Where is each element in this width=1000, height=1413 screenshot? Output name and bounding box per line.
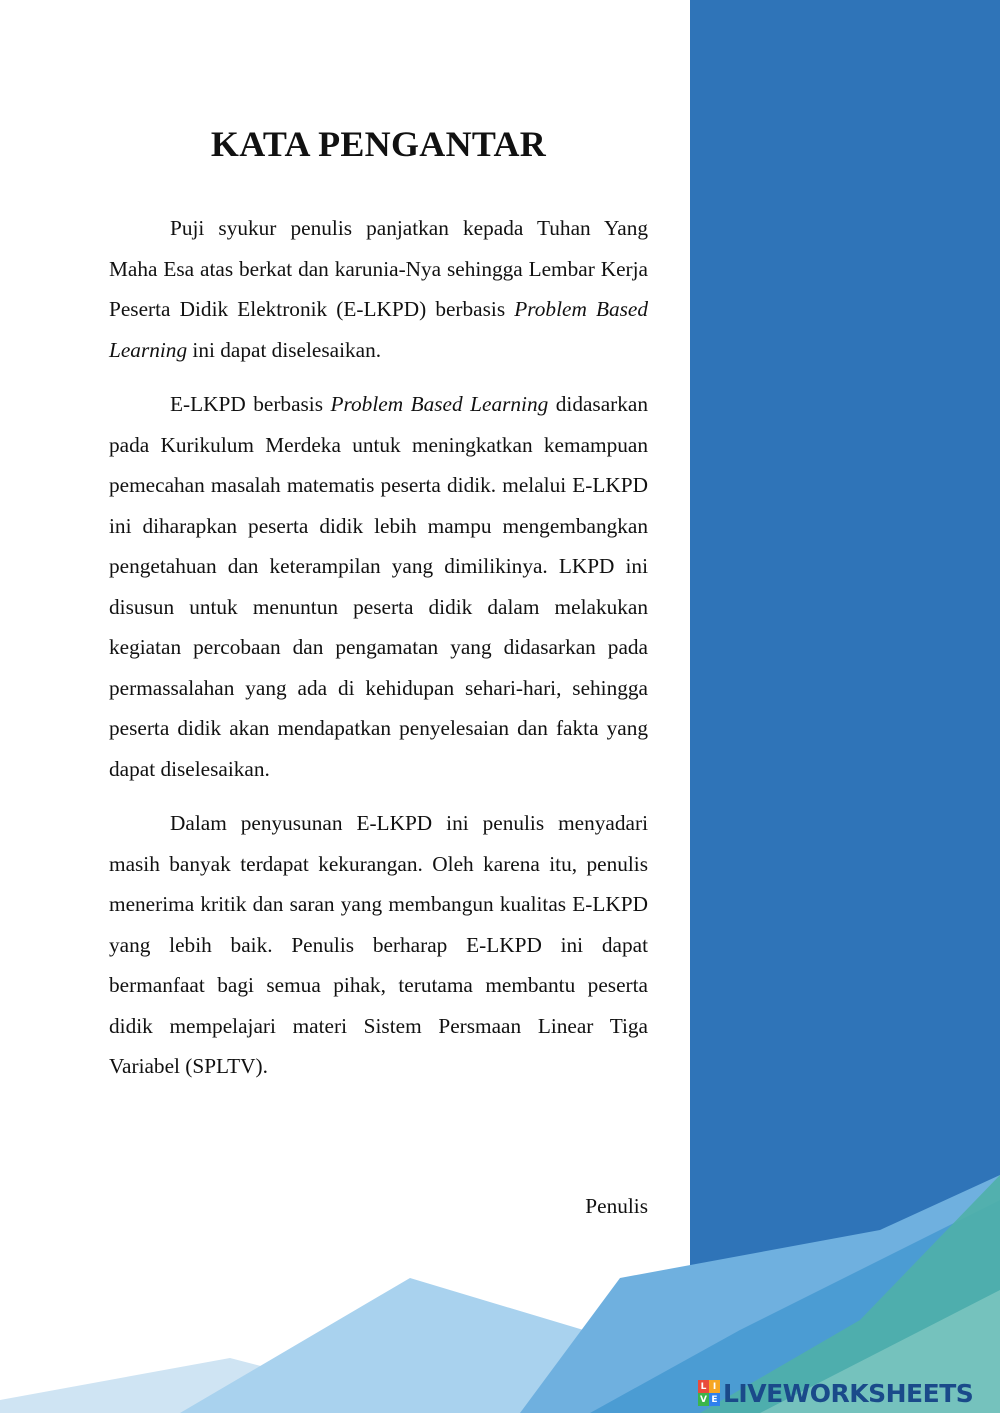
text-run: E-LKPD berbasis	[170, 392, 331, 416]
watermark-text: LIVEWORKSHEETS	[723, 1378, 974, 1408]
paragraph	[109, 208, 648, 370]
paragraph-list	[109, 208, 648, 1087]
document-body	[109, 120, 648, 1101]
logo-letter: I	[709, 1380, 720, 1393]
liveworksheets-watermark	[698, 1377, 973, 1409]
signature: Penulis	[585, 1194, 648, 1218]
liveworksheets-logo-icon	[698, 1380, 720, 1406]
paragraph	[109, 803, 648, 1087]
paragraph	[109, 384, 648, 789]
text-run: didasarkan pada Kurikulum Merdeka untuk meningkatkan kemampuan pemecahan masalah matematis peserta didik. melalui E-LKPD ini diharapkan peserta didik lebih mampu mengembangkan pengetahuan dan keterampilan yang dimilikinya. LKPD ini disusun untuk menuntun peserta didik dalam melakukan kegiatan percobaan dan pengamatan yang didasarkan pada permassalahan yang ada di kehidupan sehari-hari, sehingga peserta didik akan mendapatkan penyelesaian dan fakta yang dapat diselesaikan.	[109, 392, 649, 781]
italic-term: Problem Based Learning	[109, 297, 648, 362]
logo-letter: E	[709, 1393, 720, 1406]
page-title: KATA PENGANTAR	[210, 124, 547, 164]
text-run: Puji syukur penulis panjatkan kepada Tuhan Yang Maha Esa atas berkat dan karunia-Nya sehingga Lembar Kerja Peserta Didik Elektronik (E-LKPD) berbasis	[109, 216, 648, 321]
logo-letter: L	[698, 1380, 709, 1393]
text-run: Dalam penyusunan E-LKPD ini penulis menyadari masih banyak terdapat kekurangan. Oleh karena itu, penulis menerima kritik dan saran yang membangun kualitas E-LKPD yang lebih baik. Penulis berharap E-LKPD ini dapat bermanfaat bagi semua pihak, terutama membantu peserta didik mempelajari materi Sistem Persmaan Linear Tiga Variabel (SPLTV).	[109, 811, 648, 1078]
text-run: ini dapat diselesaikan.	[187, 337, 382, 362]
logo-letter: V	[698, 1393, 709, 1406]
italic-term: Problem Based Learning	[330, 392, 549, 416]
